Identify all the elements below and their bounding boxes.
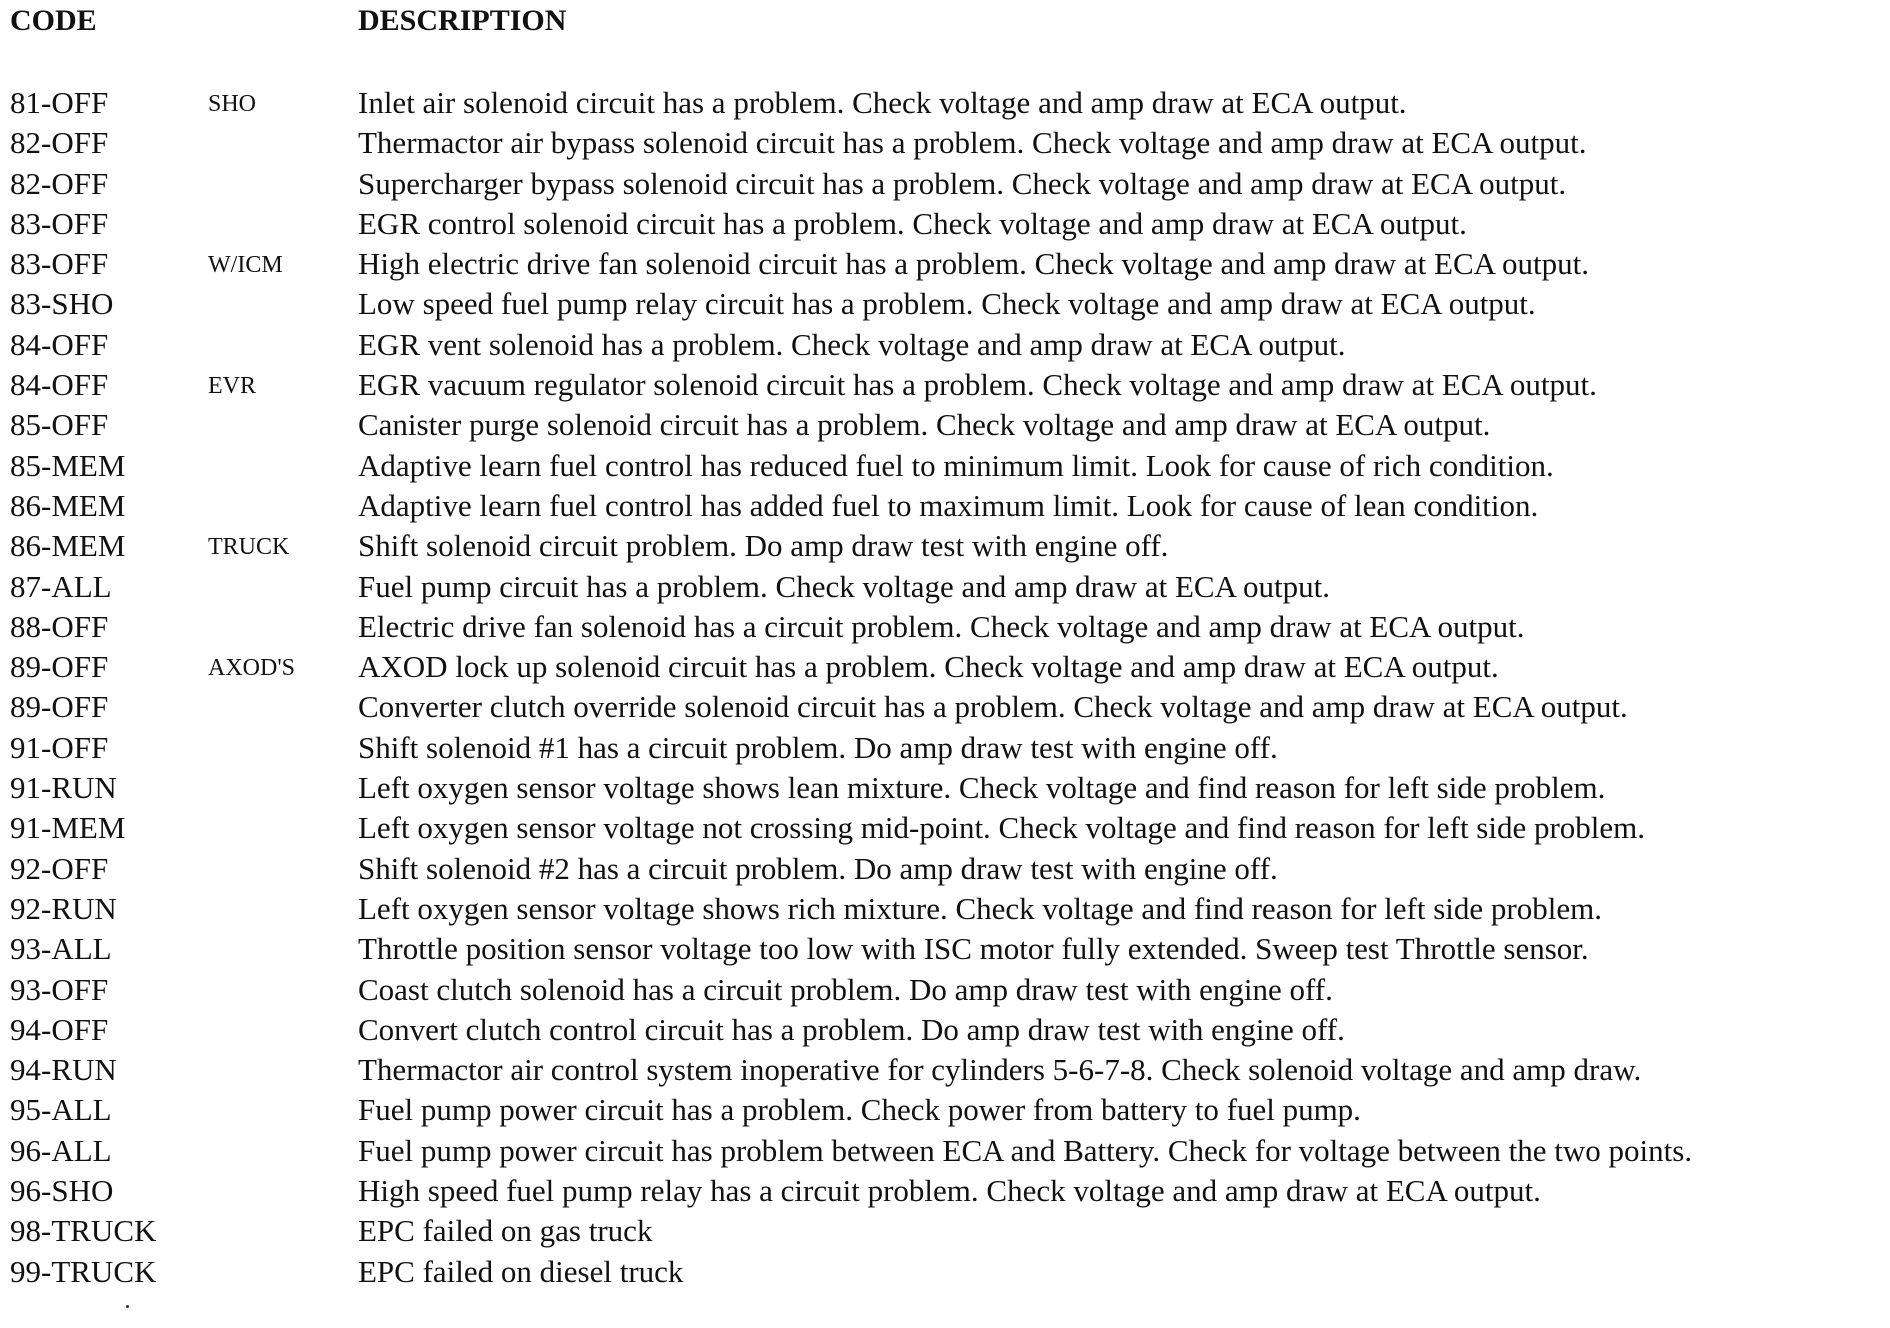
table-row	[10, 1010, 1885, 1050]
table-row	[10, 1252, 1885, 1292]
code-description: Fuel pump power circuit has problem between ECA and Battery. Check for voltage between the two points.	[358, 1132, 1693, 1168]
table-row	[10, 405, 1885, 445]
table-header	[10, 4, 1870, 44]
code-description: Converter clutch override solenoid circuit has a problem. Check voltage and amp draw at ECA output.	[358, 689, 1628, 725]
trouble-code: 91-MEM	[10, 810, 126, 846]
code-description: Shift solenoid #2 has a circuit problem. Do amp draw test with engine off.	[358, 850, 1278, 886]
trouble-code: 82-OFF	[10, 165, 109, 201]
table-row	[10, 849, 1885, 889]
trouble-code: 96-SHO	[10, 1173, 114, 1209]
code-description: Convert clutch control circuit has a problem. Do amp draw test with engine off.	[358, 1011, 1345, 1047]
trouble-code: 92-RUN	[10, 890, 117, 926]
table-row	[10, 647, 1885, 687]
stray-dot	[126, 1305, 129, 1308]
trouble-code: 95-ALL	[10, 1092, 112, 1128]
trouble-code: 93-ALL	[10, 931, 112, 967]
code-description: Shift solenoid circuit problem. Do amp draw test with engine off.	[358, 528, 1169, 564]
table-row	[10, 83, 1885, 123]
code-description: Left oxygen sensor voltage shows lean mixture. Check voltage and find reason for left side problem.	[358, 770, 1606, 806]
table-row	[10, 808, 1885, 848]
code-qualifier: SHO	[208, 91, 257, 117]
code-column-header: CODE	[10, 4, 97, 37]
code-description: Electric drive fan solenoid has a circuit problem. Check voltage and amp draw at ECA output.	[358, 608, 1525, 644]
trouble-code: 83-SHO	[10, 286, 114, 322]
table-row	[10, 526, 1885, 566]
trouble-code: 93-OFF	[10, 971, 109, 1007]
trouble-code: 83-OFF	[10, 246, 109, 282]
table-row	[10, 728, 1885, 768]
table-row	[10, 486, 1885, 526]
code-description: EGR vacuum regulator solenoid circuit has a problem. Check voltage and amp draw at ECA output.	[358, 367, 1597, 403]
trouble-code: 98-TRUCK	[10, 1213, 157, 1249]
trouble-code: 86-MEM	[10, 528, 126, 564]
code-description: Inlet air solenoid circuit has a problem. Check voltage and amp draw at ECA output.	[358, 85, 1407, 120]
table-row	[10, 325, 1885, 365]
table-row	[10, 687, 1885, 727]
code-qualifier: AXOD'S	[208, 655, 295, 682]
trouble-code: 88-OFF	[10, 608, 109, 644]
trouble-code: 94-OFF	[10, 1011, 109, 1047]
table-row	[10, 365, 1885, 405]
table-row	[10, 244, 1885, 284]
table-row	[10, 929, 1885, 969]
code-description: EPC failed on diesel truck	[358, 1253, 684, 1289]
trouble-code: 85-OFF	[10, 407, 109, 443]
table-row	[10, 768, 1885, 808]
table-row	[10, 1131, 1885, 1171]
code-description: Adaptive learn fuel control has added fuel to maximum limit. Look for cause of lean condition.	[358, 487, 1539, 523]
trouble-code: 86-MEM	[10, 487, 126, 523]
code-description: Low speed fuel pump relay circuit has a problem. Check voltage and amp draw at ECA output.	[358, 286, 1536, 322]
code-description: High electric drive fan solenoid circuit has a problem. Check voltage and amp draw at ECA output.	[358, 246, 1590, 282]
trouble-code: 81-OFF	[10, 85, 109, 120]
code-description: Shift solenoid #1 has a circuit problem. Do amp draw test with engine off.	[358, 729, 1278, 765]
table-row	[10, 164, 1885, 204]
table-row	[10, 1090, 1885, 1130]
trouble-code: 82-OFF	[10, 125, 109, 161]
trouble-code: 96-ALL	[10, 1132, 112, 1168]
table-row	[10, 123, 1885, 163]
code-qualifier: TRUCK	[208, 534, 290, 561]
table-row	[10, 1171, 1885, 1211]
code-description: Throttle position sensor voltage too low with ISC motor fully extended. Sweep test Throttle sensor.	[358, 931, 1589, 967]
code-description: Adaptive learn fuel control has reduced fuel to minimum limit. Look for cause of rich condition.	[358, 447, 1554, 483]
trouble-code: 89-OFF	[10, 689, 109, 725]
code-description: Fuel pump circuit has a problem. Check voltage and amp draw at ECA output.	[358, 568, 1330, 604]
description-column-header: DESCRIPTION	[358, 4, 567, 37]
table-row	[10, 607, 1885, 647]
trouble-code: 94-RUN	[10, 1052, 117, 1088]
trouble-code: 92-OFF	[10, 850, 109, 886]
table-row	[10, 446, 1885, 486]
trouble-code: 99-TRUCK	[10, 1253, 157, 1289]
table-row	[10, 1050, 1885, 1090]
trouble-code: 87-ALL	[10, 568, 112, 604]
trouble-code: 91-RUN	[10, 770, 117, 806]
table-row	[10, 889, 1885, 929]
code-description: High speed fuel pump relay has a circuit problem. Check voltage and amp draw at ECA output.	[358, 1173, 1541, 1209]
code-description: AXOD lock up solenoid circuit has a problem. Check voltage and amp draw at ECA output.	[358, 649, 1499, 685]
table-row	[10, 204, 1885, 244]
code-qualifier: EVR	[208, 373, 256, 400]
trouble-code: 84-OFF	[10, 326, 109, 362]
code-description: Thermactor air control system inoperative for cylinders 5-6-7-8. Check solenoid voltage and amp draw.	[358, 1052, 1642, 1088]
code-table	[10, 83, 1885, 1292]
trouble-code: 83-OFF	[10, 205, 109, 241]
table-row	[10, 970, 1885, 1010]
code-description: EPC failed on gas truck	[358, 1213, 653, 1249]
trouble-code: 91-OFF	[10, 729, 109, 765]
table-row	[10, 284, 1885, 324]
code-description: Left oxygen sensor voltage shows rich mixture. Check voltage and find reason for left side problem.	[358, 890, 1602, 926]
trouble-code: 89-OFF	[10, 649, 109, 685]
code-description: EGR control solenoid circuit has a problem. Check voltage and amp draw at ECA output.	[358, 205, 1467, 241]
code-description: EGR vent solenoid has a problem. Check voltage and amp draw at ECA output.	[358, 326, 1346, 362]
table-row	[10, 1211, 1885, 1251]
code-description: Thermactor air bypass solenoid circuit has a problem. Check voltage and amp draw at ECA output.	[358, 125, 1587, 161]
table-row	[10, 567, 1885, 607]
code-description: Canister purge solenoid circuit has a problem. Check voltage and amp draw at ECA output.	[358, 407, 1491, 443]
code-description: Fuel pump power circuit has a problem. Check power from battery to fuel pump.	[358, 1092, 1361, 1128]
code-description: Left oxygen sensor voltage not crossing mid-point. Check voltage and find reason for left side problem.	[358, 810, 1646, 846]
trouble-code: 85-MEM	[10, 447, 126, 483]
code-description: Supercharger bypass solenoid circuit has a problem. Check voltage and amp draw at ECA output.	[358, 165, 1567, 201]
trouble-code: 84-OFF	[10, 367, 109, 403]
code-description: Coast clutch solenoid has a circuit problem. Do amp draw test with engine off.	[358, 971, 1333, 1007]
code-qualifier: W/ICM	[208, 252, 283, 279]
